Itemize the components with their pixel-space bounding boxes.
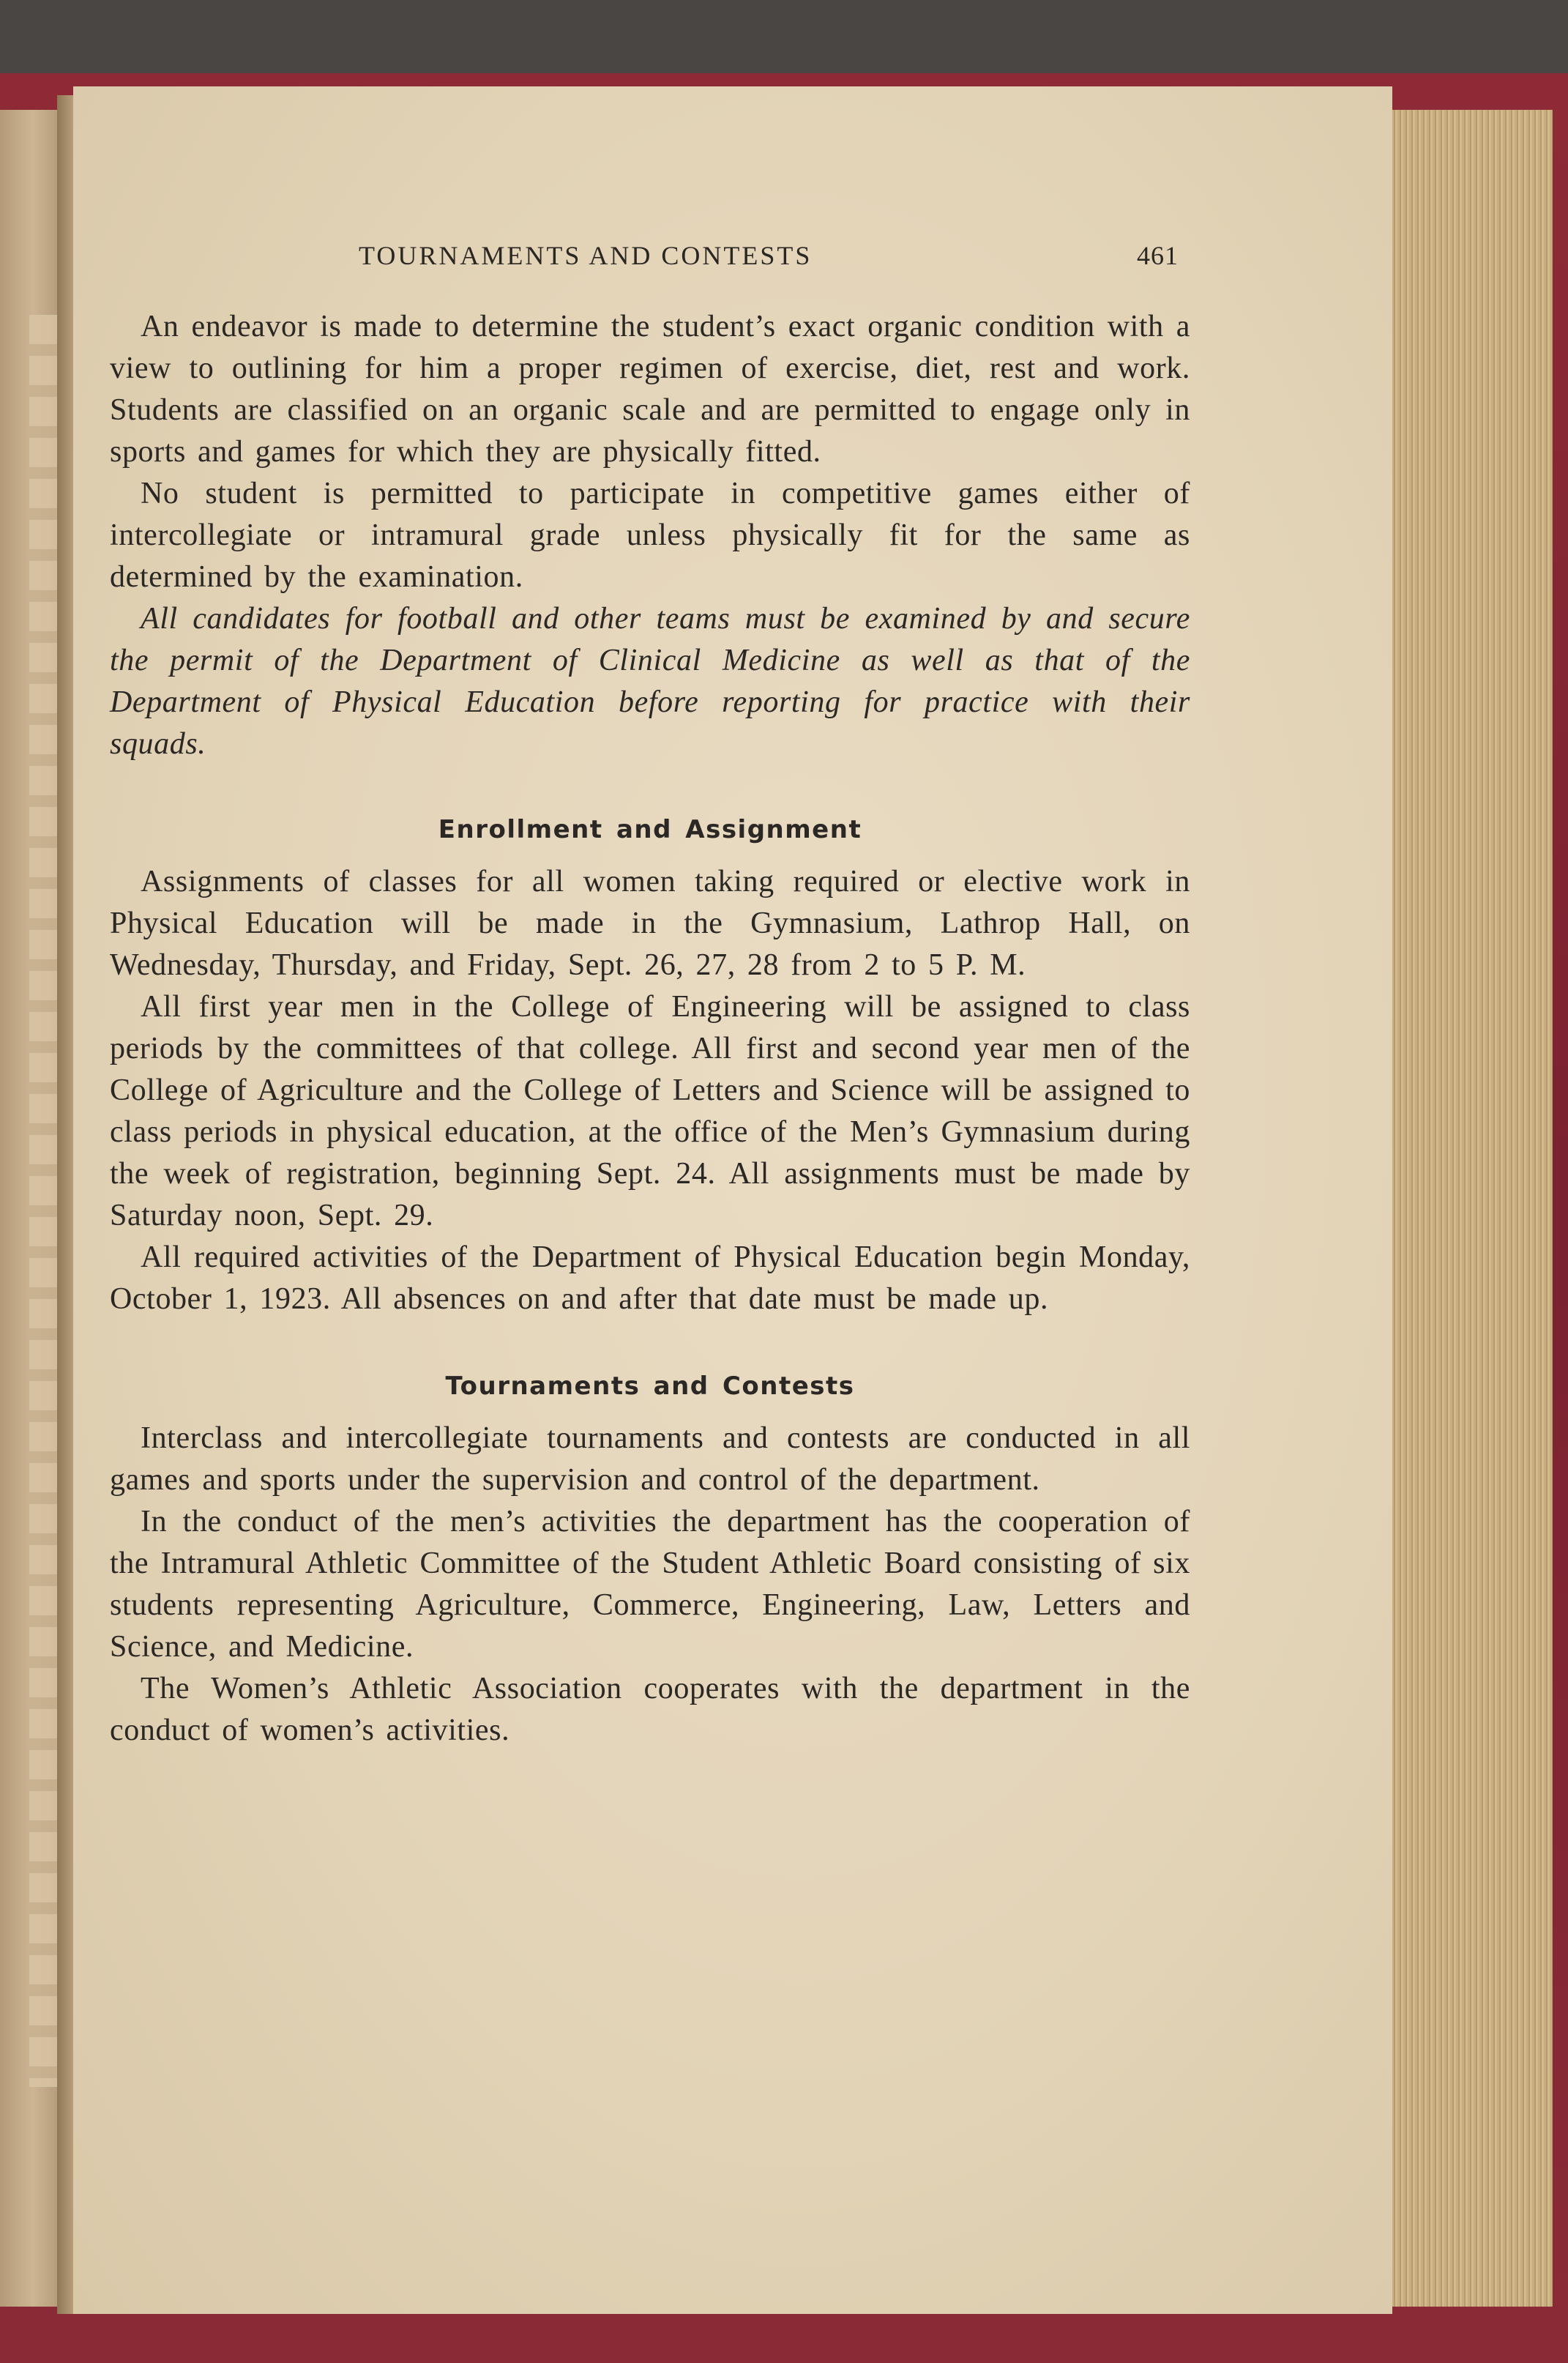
paragraph-football-candidates: All candidates for football and other teams must be examined by and secure the permit of the Department of Clinical Medicine as well as that of the Department of Physical Education before reporting for practice with their squads. — [110, 602, 1190, 761]
page-number: 461 — [1137, 241, 1179, 270]
paragraph-women-assignments: Assignments of classes for all women taking required or elective work in Physical Education will be made in the Gymnasium, Lathrop Hall, on Wednesday, Thursday, and Friday, Sept. 26, 27, 28 from 2 to 5 P. M. — [110, 865, 1190, 982]
heading-tournaments: Tournaments and Contests — [445, 1372, 855, 1401]
paragraph-organic-condition: An endeavor is made to determine the student’s exact organic condition with a view to outlining for him a proper regimen of exercise, diet, rest and work. Students are classified on an organic scale and are permitted to engage only in sports and games for which they are physically fitted. — [110, 310, 1190, 469]
paragraph-competitive-games: No student is permitted to participate in competitive games either of intercollegiate or intramural grade unless physically fit for the same as determined by the examination. — [110, 477, 1190, 594]
running-title: TOURNAMENTS AND CONTESTS — [359, 241, 813, 270]
running-head — [359, 240, 1179, 277]
paragraph-interclass: Interclass and intercollegiate tournaments and contests are conducted in all games and sports under the supervision and control of the department. — [110, 1421, 1190, 1497]
paragraph-mens-activities: In the conduct of the men’s activities the department has the cooperation of the Intramural Athletic Committee of the Student Athletic Board consisting of six students representing Agriculture, Commerce, Engineering, Law, Letters and Science, and Medicine. — [110, 1505, 1190, 1664]
paragraph-required-activities: All required activities of the Department of Physical Education begin Monday, October 1, 1923. All absences on and after that date must be made up. — [110, 1240, 1190, 1316]
heading-enrollment: Enrollment and Assignment — [438, 815, 862, 844]
page-block-edges — [1387, 110, 1553, 2307]
paragraph-men-assignments: All first year men in the College of Engineering will be assigned to class periods by the committees of that college. All first and second year men of the College of Agriculture and the College of Letters and Science will be assigned to class periods in physical education, at the office of the Men’s Gymnasium during the week of registration, beginning Sept. 24. All assignments must be made by Saturday noon, Sept. 29. — [110, 990, 1190, 1232]
previous-page-text-remnants — [29, 315, 60, 2087]
page-body — [110, 306, 1190, 1752]
paragraph-womens-association: The Women’s Athletic Association cooperates with the department in the conduct of women’s activities. — [110, 1672, 1190, 1747]
